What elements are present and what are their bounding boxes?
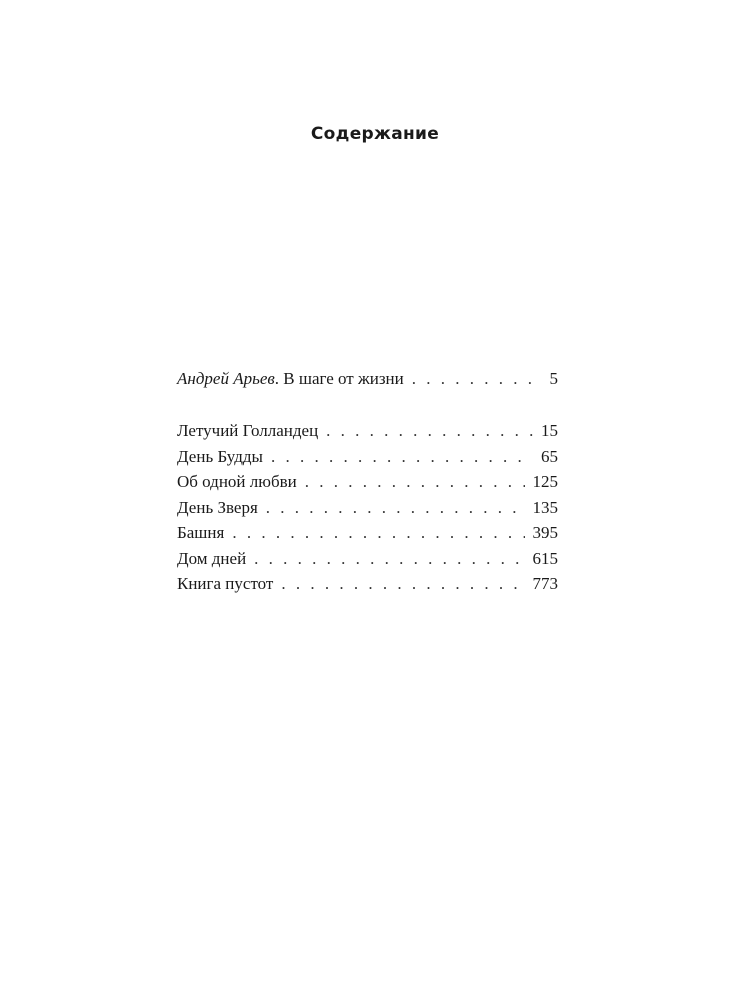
toc-entry-page: 5 <box>549 369 558 388</box>
toc-entry <box>177 495 558 521</box>
toc-entry-title: День Будды <box>177 446 263 466</box>
toc-entry-title: Дом дней <box>177 548 247 568</box>
toc-entry-page: 135 <box>532 497 558 517</box>
toc-entry-page: 15 <box>541 421 558 440</box>
toc-entry <box>177 469 558 495</box>
toc-intro <box>177 366 558 392</box>
dot-leader <box>232 520 524 546</box>
toc-list <box>177 418 558 597</box>
toc-entry-title-text: . В шаге от жизни <box>274 369 404 388</box>
dot-leader <box>266 495 525 521</box>
toc-entry-page: 615 <box>532 548 558 568</box>
toc-entry <box>177 418 558 444</box>
toc-entry-title: Летучий Голландец <box>177 421 319 440</box>
toc-entry-title <box>177 366 404 392</box>
toc-entry <box>177 366 558 392</box>
toc-entry-title: Об одной любви <box>177 472 297 491</box>
toc-entry <box>177 520 558 546</box>
dot-leader <box>412 366 542 392</box>
dot-leader <box>281 571 524 597</box>
toc-entry-author: Андрей Арьев <box>177 369 275 388</box>
dot-leader <box>305 469 525 495</box>
dot-leader <box>271 444 533 470</box>
toc-entry-title: Книга пустот <box>177 574 274 593</box>
dot-leader <box>326 418 533 444</box>
toc-entry-page: 65 <box>541 446 558 466</box>
toc-entry <box>177 444 558 470</box>
page-title: Содержание <box>310 124 440 144</box>
dot-leader <box>254 546 524 572</box>
toc-entry <box>177 571 558 597</box>
toc-entry-page: 395 <box>532 523 558 542</box>
toc-entry-page: 773 <box>532 574 558 593</box>
toc-entry-page: 125 <box>532 472 558 491</box>
toc-entry-title: Башня <box>177 523 225 542</box>
toc-entry <box>177 546 558 572</box>
toc-entry-title: День Зверя <box>177 497 258 517</box>
